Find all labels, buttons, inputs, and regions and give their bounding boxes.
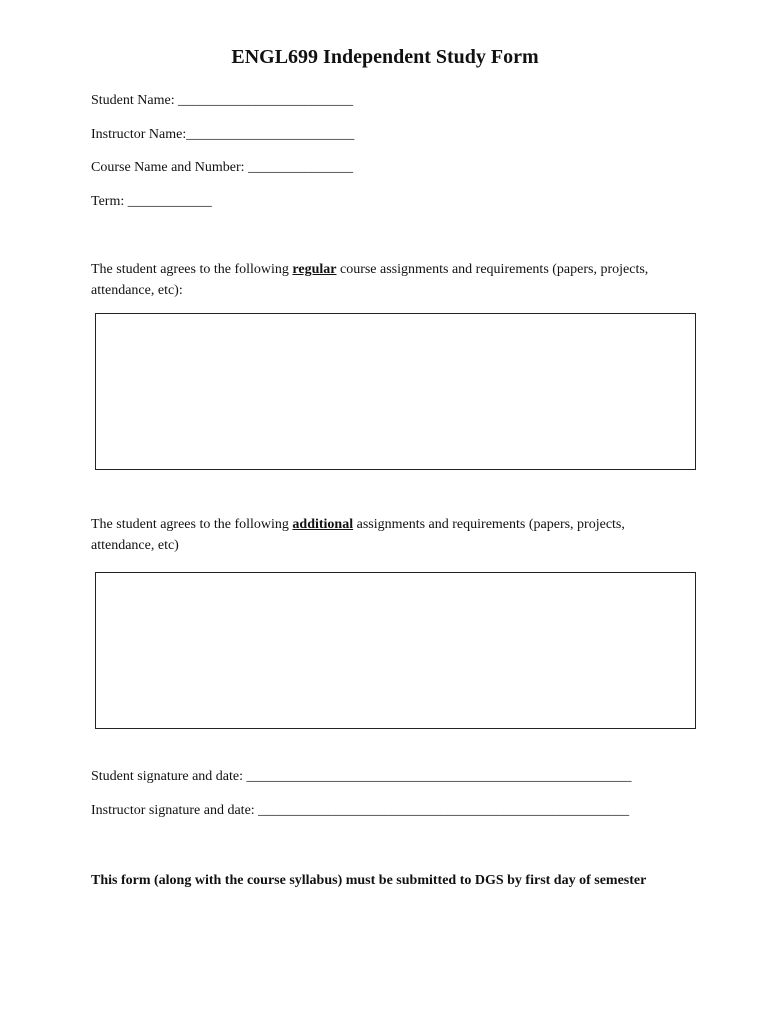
instructor-signature-field[interactable]: Instructor signature and date: _____________________________________________________ xyxy=(91,803,630,818)
course-name-number-field[interactable]: Course Name and Number: _______________ xyxy=(91,160,354,175)
regular-requirements-text xyxy=(91,259,681,301)
additional-requirements-text xyxy=(91,514,681,556)
student-name-field[interactable]: Student Name: _________________________ xyxy=(91,93,354,108)
regular-text-before: The student agrees to the following xyxy=(91,262,293,277)
term-field[interactable]: Term: ____________ xyxy=(91,194,212,209)
regular-requirements-box[interactable] xyxy=(95,313,696,470)
student-signature-field[interactable]: Student signature and date: _______________________________________________________ xyxy=(91,769,632,784)
regular-text-after: course assignments and requirements (papers, projects, attendance, etc): xyxy=(91,262,649,298)
page-title: ENGL699 Independent Study Form xyxy=(231,46,539,68)
regular-emphasis: regular xyxy=(292,262,337,277)
additional-emphasis: additional xyxy=(292,517,354,532)
additional-requirements-box[interactable] xyxy=(95,572,696,729)
additional-text-after: assignments and requirements (papers, projects, attendance, etc) xyxy=(91,517,625,553)
instructor-name-field[interactable]: Instructor Name:________________________ xyxy=(91,127,355,142)
submission-note: This form (along with the course syllabus) must be submitted to DGS by first day of semester xyxy=(91,873,647,888)
additional-text-before: The student agrees to the following xyxy=(91,517,293,532)
